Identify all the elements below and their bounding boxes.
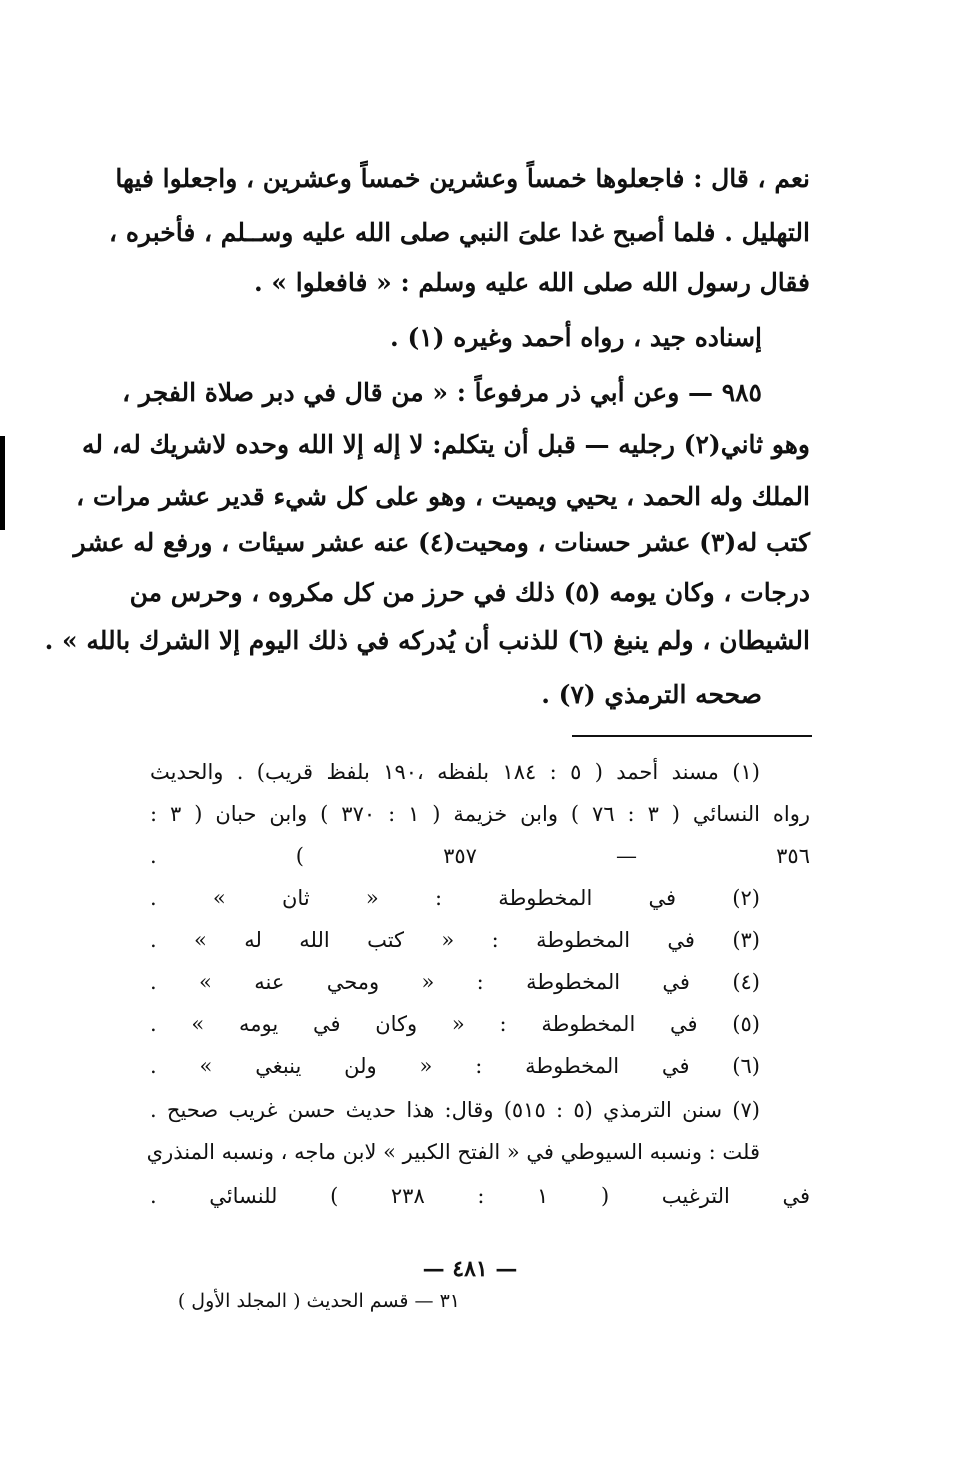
footnote-5: (٥) في المخطوطة : « وكان في يومه » . — [150, 1012, 760, 1036]
footnote-7-line-3: في الترغيب ( ١ : ٢٣٨ ) للنسائي . — [150, 1184, 811, 1208]
main-line-3: فقال رسول الله صلى الله عليه وسلم : « فافعلوا » . — [253, 268, 810, 297]
footnote-1-line-1: (١) مسند أحمد ( ٥ : ١٨٤ بلفظه ،١٩٠ بلفظ قريب) . والحديث — [150, 760, 760, 784]
footnote-2: (٢) في المخطوطة : « ثان » . — [150, 886, 760, 910]
footnote-1-line-2: رواه النسائي ( ٣ : ٧٦ ) وابن خزيمة ( ١ : ٣٧٠ ) وابن حبان ( ٣ : — [150, 802, 811, 826]
main-line-1: نعم ، قال : فاجعلوها خمساً وعشرين خمساً وعشرين ، واجعلوا فيها — [115, 164, 810, 193]
scan-edge-mark — [0, 436, 5, 530]
main-line-6: وهو ثاني(٢) رجليه — قبل أن يتكلم: لا إله إلا الله وحده لاشريك له، له — [82, 430, 810, 459]
main-line-11: صححه الترمذي (٧) . — [541, 680, 762, 709]
main-line-2: التهليل . فلما أصبح غدا علىَ النبي صلى الله عليه وســلم ، فأخبره ، — [109, 218, 810, 247]
main-line-4: إسناده جيد ، رواه أحمد وغيره (١) . — [390, 323, 762, 352]
footnote-divider — [572, 735, 812, 737]
main-line-8: كتب له(٣) عشر حسنات ، ومحيت(٤) عنه عشر سيئات ، ورفع له عشر — [73, 528, 810, 557]
main-line-10: الشيطان ، ولم ينبغ (٦) للذنب أن يُدركه في ذلك اليوم إلا الشرك بالله » . — [44, 626, 810, 655]
footnote-1-line-3: ٣٥٦ — ٣٥٧ ) . — [150, 844, 810, 868]
signature-line: ٣١ — قسم الحديث ( المجلد الأول ) — [177, 1290, 460, 1312]
main-line-7: الملك وله الحمد ، يحيي ويميت ، وهو على كل شيء قدير عشر مرات ، — [76, 482, 810, 511]
footnote-3: (٣) في المخطوطة : « كتب الله له » . — [150, 928, 760, 952]
main-line-9: درجات ، وكان يومه (٥) ذلك في حرز من كل مكروه ، وحرس من — [129, 578, 810, 607]
footnote-7-line-2: قلت : ونسبه السيوطي في « الفتح الكبير » لابن ماجه ، ونسبه المنذري — [146, 1140, 760, 1164]
footnote-4: (٤) في المخطوطة : « ومحي عنه » . — [150, 970, 760, 994]
page-number: — ٤٨١ — — [422, 1256, 518, 1282]
footnote-6: (٦) في المخطوطة : « ولن ينبغي » . — [150, 1054, 760, 1078]
footnote-7-line-1: (٧) سنن الترمذي (٥ : ٥١٥) وقال: هذا حديث حسن غريب صحيح . — [150, 1098, 760, 1122]
hadith-985-heading-line: ٩٨٥ — وعن أبي ذر مرفوعاً : « من قال في دبر صلاة الفجر ، — [122, 378, 762, 407]
